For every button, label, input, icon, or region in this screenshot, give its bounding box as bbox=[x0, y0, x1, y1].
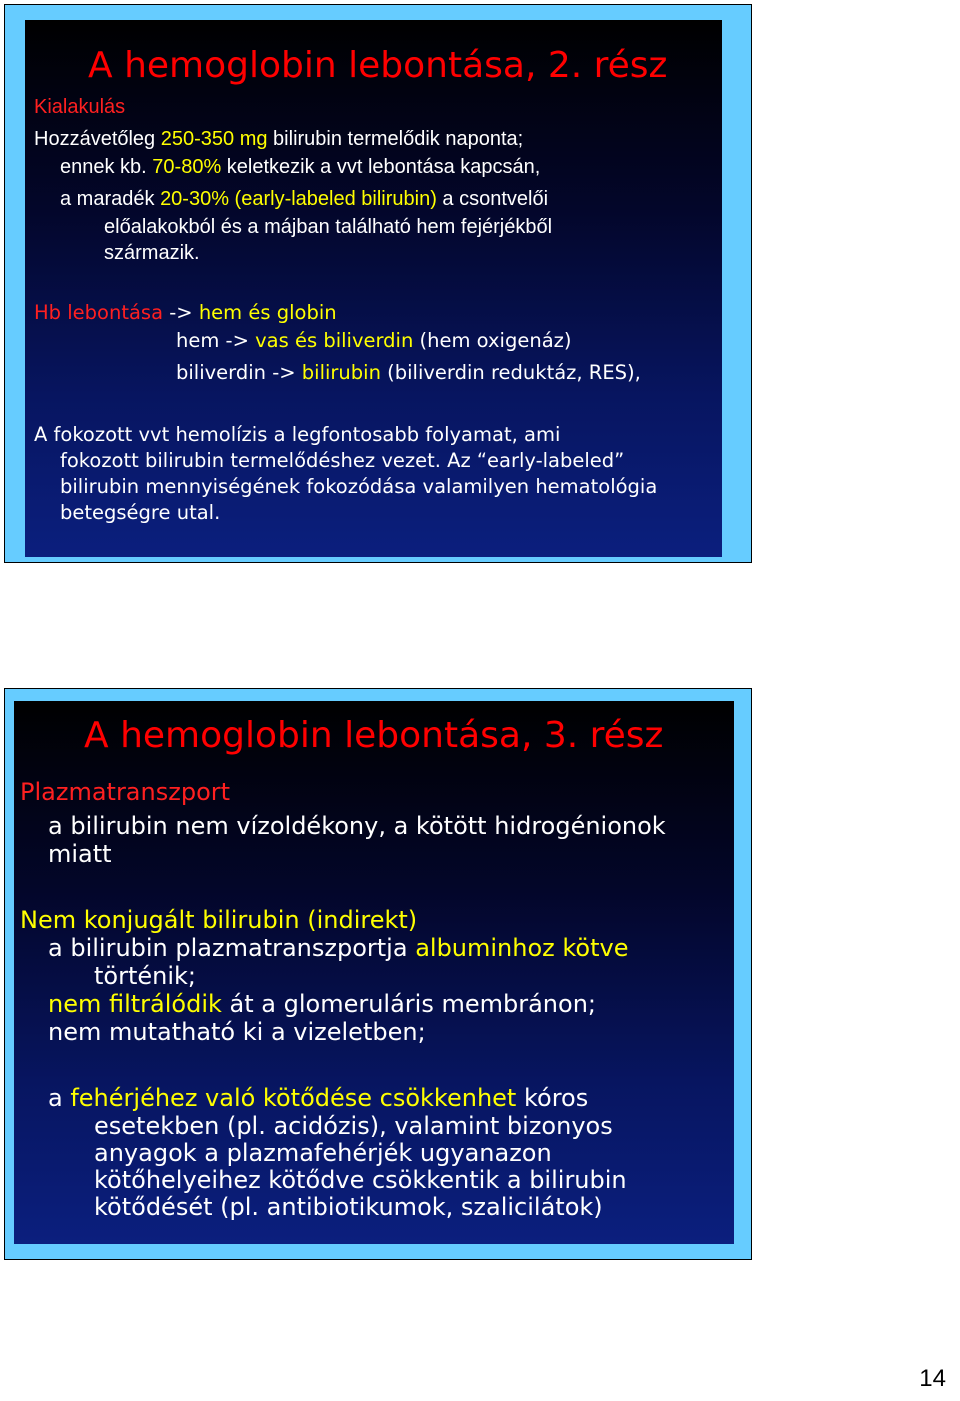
slide-1-line-1 bbox=[34, 126, 523, 152]
slide-2-line-8: esetekben (pl. acidózis), valamint bizonyos bbox=[94, 1112, 613, 1140]
highlight-run: nem filtrálódik bbox=[48, 990, 222, 1018]
slide-1-line-3 bbox=[60, 186, 548, 212]
text-run: kóros bbox=[516, 1084, 589, 1112]
text-run: Hozzávetőleg bbox=[34, 128, 161, 150]
slide-1-title: A hemoglobin lebontása, 2. rész bbox=[88, 45, 668, 86]
highlight-run: 20-30% (early-labeled bilirubin) bbox=[160, 188, 437, 210]
slide-2-line-7 bbox=[48, 1084, 588, 1112]
text-run: a bilirubin plazmatranszportja bbox=[48, 934, 416, 962]
text-run: (biliverdin reduktáz, RES), bbox=[380, 361, 641, 384]
slide-2-line-9: anyagok a plazmafehérjék ugyanazon bbox=[94, 1139, 552, 1167]
highlight-run: bilirubin bbox=[301, 361, 381, 384]
text-run: ennek kb. bbox=[60, 156, 153, 178]
text-run: a maradék bbox=[60, 188, 161, 210]
text-run: a bbox=[48, 1084, 71, 1112]
highlight-run: hem és globin bbox=[198, 301, 337, 324]
slide-1-line-4: előalakokból és a májban található hem fejérjékből bbox=[104, 216, 553, 238]
slide-1-hb-line bbox=[34, 300, 337, 326]
highlight-run: 250-350 mg bbox=[160, 128, 268, 150]
slide-2-unconjugated-heading: Nem konjugált bilirubin (indirekt) bbox=[20, 906, 418, 934]
slide-1-line-5: származik. bbox=[104, 242, 200, 264]
text-run: bilirubin termelődik naponta; bbox=[267, 128, 524, 150]
text-run: keletkezik a vvt lebontása kapcsán, bbox=[221, 156, 541, 178]
text-run: biliverdin -> bbox=[176, 361, 302, 384]
slide-2-line-6: nem mutatható ki a vizeletben; bbox=[48, 1018, 426, 1046]
slide-2-title: A hemoglobin lebontása, 3. rész bbox=[84, 715, 664, 756]
slide-1-para-line-4: betegségre utal. bbox=[60, 501, 221, 524]
slide-2-line-10: kötőhelyeihez kötődve csökkentik a bilirubin bbox=[94, 1166, 627, 1194]
text-run: hem -> bbox=[176, 329, 256, 352]
slide-2-line-5 bbox=[48, 990, 596, 1018]
highlight-run: 70-80% bbox=[152, 156, 222, 178]
slide-1-biliverdin-line bbox=[176, 360, 641, 386]
highlight-run: fehérjéhez való kötődése csökkenhet bbox=[70, 1084, 517, 1112]
slide-1-para-line-1: A fokozott vvt hemolízis a legfontosabb folyamat, ami bbox=[34, 423, 561, 446]
text-run: (hem oxigenáz) bbox=[413, 329, 572, 352]
slide-1-line-2 bbox=[60, 154, 540, 180]
text-run: Hb lebontása bbox=[34, 301, 164, 324]
slide-2-line-3 bbox=[48, 934, 629, 962]
slide-1-para-line-3: bilirubin mennyiségének fokozódása valamilyen hematológia bbox=[60, 475, 658, 498]
slide-1-hem-line bbox=[176, 328, 572, 354]
text-run: a csontvelői bbox=[436, 188, 549, 210]
text-run: át a glomeruláris membránon; bbox=[221, 990, 596, 1018]
slide-2-line-1: a bilirubin nem vízoldékony, a kötött hidrogénionok bbox=[48, 812, 666, 840]
text-run: -> bbox=[163, 301, 199, 324]
slide-2-line-11: kötődését (pl. antibiotikumok, szalicilátok) bbox=[94, 1193, 603, 1221]
slide-1-para-line-2: fokozott bilirubin termelődéshez vezet. Az “early-labeled” bbox=[60, 449, 625, 472]
slide-2-line-4: történik; bbox=[94, 962, 196, 990]
slide-2-line-2: miatt bbox=[48, 840, 112, 868]
highlight-run: vas és biliverdin bbox=[255, 329, 414, 352]
slide-2-section-heading: Plazmatranszport bbox=[20, 778, 231, 806]
slide-1-section-heading: Kialakulás bbox=[34, 96, 126, 118]
highlight-run: albuminhoz kötve bbox=[415, 934, 629, 962]
page-number: 14 bbox=[919, 1365, 946, 1392]
